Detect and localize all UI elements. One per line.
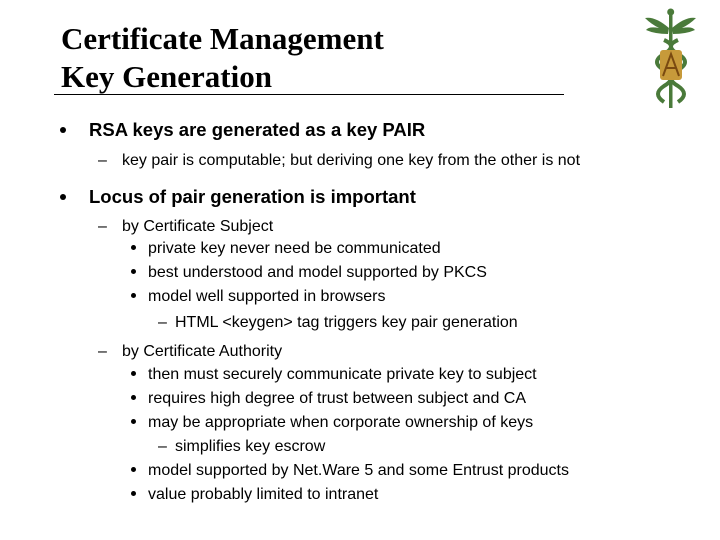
slide-title [61, 20, 384, 96]
item-netware-entrust: model supported by Net.Ware 5 and some Entrust products [148, 462, 569, 479]
dash-marker: – [98, 218, 107, 235]
item-high-degree-of-trust: requires high degree of trust between subject and CA [148, 390, 527, 407]
bullet-dot [131, 293, 136, 298]
item-html-keygen-tag: HTML <keygen> tag triggers key pair generation [175, 314, 518, 331]
title-line-1: Certificate Management [61, 21, 384, 56]
bullet-dot [131, 467, 136, 472]
dash-marker: – [98, 343, 107, 360]
title-divider [54, 94, 564, 95]
dash-marker: – [98, 152, 107, 169]
subbullet-by-certificate-subject: by Certificate Subject [122, 218, 274, 235]
bullet-dot [131, 371, 136, 376]
subbullet-key-pair-computable: key pair is computable; but deriving one key from the other is not [122, 152, 581, 169]
item-model-supported-browsers: model well supported in browsers [148, 288, 386, 305]
bullet-dot [60, 127, 66, 133]
bullet-dot [131, 269, 136, 274]
bullet-dot [131, 395, 136, 400]
bullet-locus-generation: Locus of pair generation is important [89, 186, 416, 207]
bullet-dot [60, 194, 66, 200]
bullet-dot [131, 419, 136, 424]
title-line-2: Key Generation [61, 59, 272, 94]
item-corporate-ownership-keys: may be appropriate when corporate ownership of keys [148, 414, 534, 431]
dash-marker: – [158, 438, 167, 455]
item-simplifies-key-escrow: simplifies key escrow [175, 438, 326, 455]
item-securely-communicate-private-key: then must securely communicate private key to subject [148, 366, 537, 383]
item-private-key-never-communicated: private key never need be communicated [148, 240, 441, 257]
bullet-dot [131, 491, 136, 496]
bullet-dot [131, 245, 136, 250]
caduceus-logo-icon [642, 6, 700, 110]
bullet-rsa-keys: RSA keys are generated as a key PAIR [89, 119, 426, 140]
item-best-understood-pkcs: best understood and model supported by PKCS [148, 264, 487, 281]
dash-marker: – [158, 314, 167, 331]
item-limited-to-intranet: value probably limited to intranet [148, 486, 379, 503]
subbullet-by-certificate-authority: by Certificate Authority [122, 343, 283, 360]
